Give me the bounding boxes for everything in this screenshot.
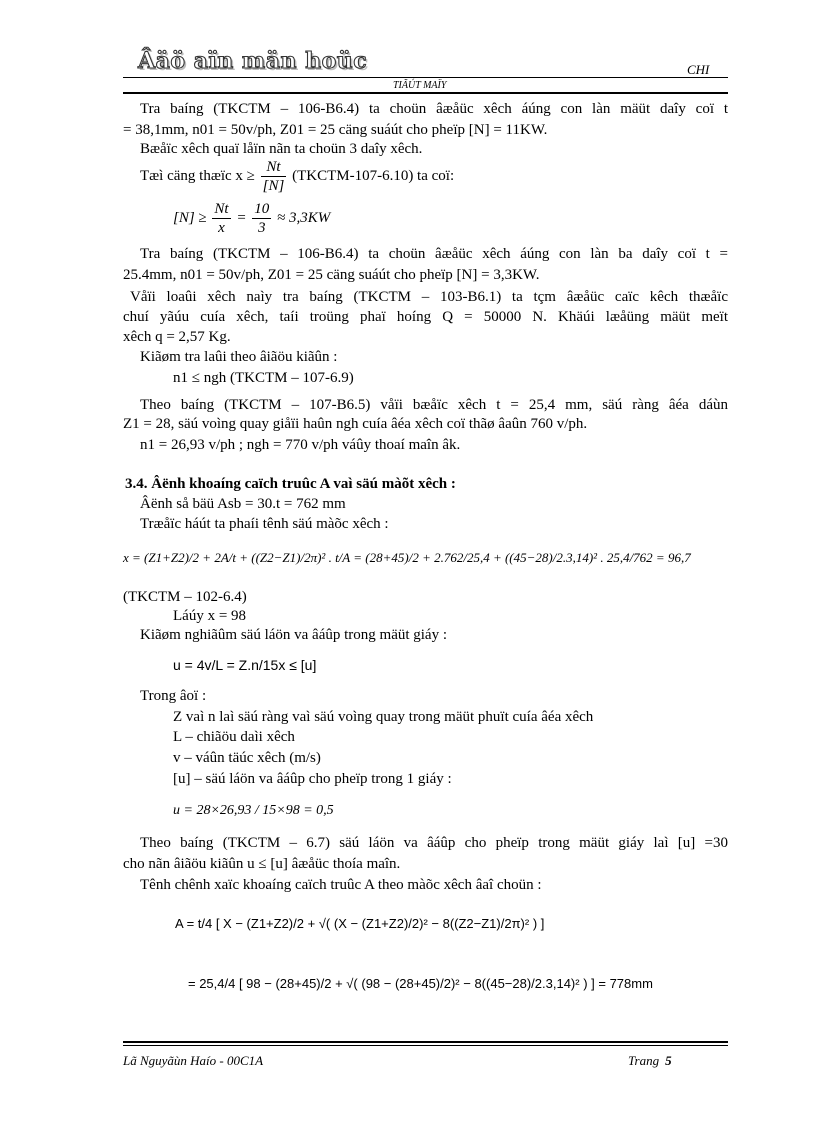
section-title: 3.4. Âënh khoaíng caïch truûc A vaì säú màõt xêch : [125, 476, 456, 492]
body-line-12: Theo baíng (TKCTM – 107-B6.5) våïi bæåïc xêch t = 25,4 mm, säú ràng âéa dáùn [140, 397, 728, 413]
body-line-25: Theo baíng (TKCTM – 6.7) säú láön va âáûp cho pheïp trong mäüt giáy laì [u] =30 [140, 835, 728, 851]
fraction-10-3 [252, 200, 271, 237]
footer-rule-bottom [123, 1045, 728, 1046]
body-line-7: Våïi loaûi xêch naìy tra baíng (TKCTM – 103-B6.1) ta tçm âæåüc caïc kêch thæåïc [130, 289, 728, 305]
fraction-denominator: x [218, 220, 225, 236]
formula-rhs: ≈ 3,3KW [276, 209, 331, 226]
formula-center-distance: A = t/4 [ X − (Z1+Z2)/2 + √( (X − (Z1+Z2)/2)² − 8((Z2−Z1)/2π)² ) ] [175, 916, 545, 931]
footer-page [628, 1053, 672, 1069]
body-line-15: Âënh så bäü Asb = 30.t = 762 mm [140, 496, 346, 512]
body-line-9: xêch q = 2,57 Kg. [123, 329, 231, 345]
body-line-14: n1 = 26,93 v/ph ; ngh = 770 v/ph váûy thoaí maîn âk. [140, 437, 461, 453]
formula-impact-value: u = 28×26,93 / 15×98 = 0,5 [173, 803, 334, 818]
footer-page-label: Trang [628, 1053, 660, 1068]
fraction-nt-x [212, 200, 230, 237]
footer-page-number: 5 [665, 1053, 672, 1068]
body-line-16: Træåïc háút ta phaíi tênh säú màõc xêch : [140, 516, 389, 532]
footer-rule-top [123, 1041, 728, 1043]
header-logo-text: Âäö aïn män hoüc [138, 48, 368, 74]
body-line-13: Z1 = 28, säú voìng quay giåïi haûn ngh cuía âéa xêch coï thãø âaûn 760 v/ph. [123, 416, 588, 432]
fraction-denominator: 3 [257, 220, 266, 236]
header-right-text: CHI [687, 62, 710, 77]
body-line-11: n1 ≤ ngh (TKCTM – 107-6.9) [173, 370, 354, 386]
body-line-3: Bæåïc xêch quaï låïn nãn ta choün 3 daîy xêch. [140, 141, 423, 157]
formula-center-distance-value: = 25,4/4 [ 98 − (28+45)/2 + √( (98 − (28+45)/2)² − 8((45−28)/2.3,14)² ) ] = 778mm [188, 976, 653, 991]
body-line-2: = 38,1mm, n01 = 50v/ph, Z01 = 25 cäng suáút cho pheïp [N] = 11KW. [123, 122, 548, 138]
body-line-8: chuí yãúu cuía xêch, taíi troüng phaï hoíng Q = 50000 N. Khäúi læåüng mäüt meït [123, 309, 728, 325]
body-line-21: Z vaì n laì säú ràng vaì säú voìng quay trong mäüt phuït cuía âéa xêch [173, 709, 594, 725]
body-line-18: Láúy x = 98 [173, 608, 247, 624]
body-line-6: 25.4mm, n01 = 50v/ph, Z01 = 25 cäng suáút cho pheïp [N] = 3,3KW. [123, 267, 540, 283]
body-line-10: Kiãøm tra laûi theo âiãöu kiãûn : [140, 349, 338, 365]
formula-text-b: (TKCTM-107-6.10) ta coï: [292, 167, 455, 184]
body-line-23: v – váûn täúc xêch (m/s) [173, 750, 321, 766]
fraction-denominator: [N] [262, 178, 285, 194]
body-line-20: Trong âoï : [140, 688, 207, 704]
body-line-27: Tênh chênh xaïc khoaíng caïch truûc A theo màõc xêch âaî choün : [140, 877, 542, 893]
body-line-24: [u] – säú láön va âáûp cho pheïp trong 1 giáy : [173, 771, 452, 787]
fraction-numerator: Nt [261, 158, 287, 177]
formula-lhs: [N] ≥ [173, 209, 207, 226]
formula-chain-links: x = (Z1+Z2)/2 + 2A/t + ((Z2−Z1)/2π)² . t/A = (28+45)/2 + 2.762/25,4 + ((45−28)/2.3,14)² . 25,4/762 = 96,7 [123, 550, 691, 565]
header-rule-bottom [123, 92, 728, 94]
formula-equals: = [236, 209, 247, 226]
fraction-numerator: Nt [214, 201, 229, 217]
formula-power-limit [173, 200, 330, 237]
formula-text-a: Tæì cäng thæïc x ≥ [140, 167, 255, 184]
body-line-1: Tra baíng (TKCTM – 106-B6.4) ta choün âæåüc xêch áúng con làn mäüt daîy coï t [140, 101, 728, 117]
fraction-nt-n [261, 158, 287, 195]
header-sub-text: TIÃÚT MAÏY [393, 80, 447, 91]
body-line-5: Tra baíng (TKCTM – 106-B6.4) ta choün âæåüc xêch áúng con làn ba daîy coï t = [140, 246, 728, 262]
body-line-19: Kiãøm nghiãûm säú láön va âáûp trong mäüt giáy : [140, 627, 448, 643]
body-line-17: (TKCTM – 102-6.4) [123, 589, 247, 605]
body-line-4 [140, 158, 454, 195]
footer-author: Lã Nguyãùn Haío - 00C1A [123, 1053, 264, 1068]
header-rule-top [123, 77, 728, 78]
formula-impact-rate: u = 4v/L = Z.n/15x ≤ [u] [173, 657, 317, 673]
body-line-26: cho nãn âiãöu kiãûn u ≤ [u] âæåüc thoía maîn. [123, 856, 401, 872]
fraction-numerator: 10 [254, 201, 270, 217]
body-line-22: L – chiãöu daìi xêch [173, 729, 295, 745]
